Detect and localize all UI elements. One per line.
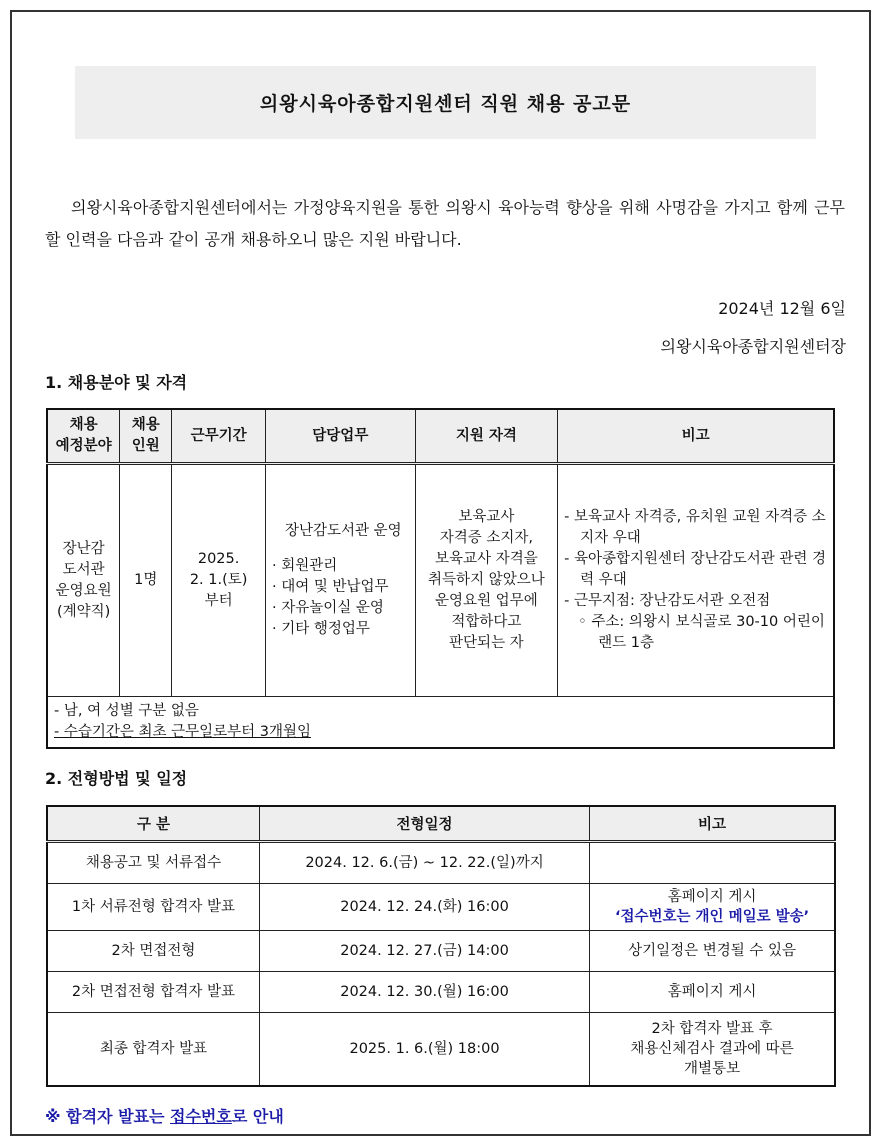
header-note: 비고: [590, 806, 835, 842]
footer-suffix: 로 안내: [231, 1107, 284, 1126]
footer-prefix: ※ 합격자 발표는: [45, 1107, 171, 1126]
duty-title: 장난감도서관 운영: [284, 523, 402, 539]
schedule-header-row: [47, 806, 835, 842]
header-qualification: 지원 자격: [415, 409, 558, 464]
remark-item: - 보육교사 자격증, 유치원 교원 자격증 소지자 우대: [564, 509, 826, 546]
schedule-cell: 2025. 1. 6.(월) 18:00: [259, 1013, 589, 1087]
remark-item: - 근무지점: 장난감도서관 오전점: [564, 593, 771, 609]
stage-cell: 2차 면접전형: [47, 931, 259, 972]
stage-cell: 1차 서류전형 합격자 발표: [47, 884, 259, 931]
announcement-date: 2024년 12월 6일: [718, 299, 846, 318]
period-cell: 2025. 2. 1.(토) 부터: [172, 464, 266, 697]
schedule-cell: 2024. 12. 6.(금) ~ 12. 22.(일)까지: [259, 842, 589, 884]
duty-item: · 자유놀이실 운영: [272, 600, 384, 616]
address-item: ◦ 주소: 의왕시 보식골로 30-10 어린이랜드 1층: [578, 614, 825, 651]
field-cell: 장난감 도서관 운영요원 (계약직): [47, 464, 120, 697]
notes-cell: [47, 697, 834, 749]
note-probation: - 수습기간은 최초 근무일로부터 3개월임: [54, 724, 312, 740]
header-duty: 담당업무: [266, 409, 416, 464]
header-stage: 구 분: [47, 806, 259, 842]
recruitment-header-row: [47, 409, 834, 464]
signer: 의왕시육아종합지원센터장: [660, 337, 846, 356]
remark-item: - 육아종합지원센터 장난감도서관 관련 경력 우대: [564, 551, 826, 588]
stage-cell: 최종 합격자 발표: [47, 1013, 259, 1087]
schedule-table: [46, 805, 836, 1087]
note-cell: 2차 합격자 발표 후 채용신체검사 결과에 따른 개별통보: [590, 1013, 835, 1087]
section1-title: 1. 채용분야 및 자격: [45, 373, 188, 392]
header-schedule: 전형일정: [259, 806, 589, 842]
intro-paragraph: 의왕시육아종합지원센터에서는 가정양육지원을 통한 의왕시 육아능력 향상을 위해 사명감을 가지고 함께 근무할 인력을 다음과 같이 공개 채용하오니 많은 지원 바랍니다.: [45, 198, 845, 249]
footer-underlined: 접수번호: [170, 1107, 232, 1126]
note-gender: - 남, 여 성별 구분 없음: [54, 703, 199, 719]
note-cell: 홈페이지 게시: [590, 972, 835, 1013]
schedule-cell: 2024. 12. 27.(금) 14:00: [259, 931, 589, 972]
header-remarks: 비고: [558, 409, 834, 464]
note-cell: 상기일정은 변경될 수 있음: [590, 931, 835, 972]
remarks-cell: [558, 464, 834, 697]
header-count: 채용 인원: [120, 409, 172, 464]
qualification-cell: 보육교사 자격증 소지자, 보육교사 자격을 취득하지 않았으나 운영요원 업무에 적합하다고 판단되는 자: [415, 464, 558, 697]
duty-item: · 기타 행정업무: [272, 621, 370, 637]
duty-item: · 회원관리: [272, 558, 338, 574]
recruitment-row: [47, 464, 834, 697]
header-field: 채용 예정분야: [47, 409, 120, 464]
duty-cell: [266, 464, 416, 697]
header-period: 근무기간: [172, 409, 266, 464]
title-banner: [75, 66, 816, 139]
schedule-row: [47, 972, 835, 1013]
schedule-cell: 2024. 12. 30.(월) 16:00: [259, 972, 589, 1013]
schedule-row: [47, 884, 835, 931]
duty-item: · 대여 및 반납업무: [272, 579, 389, 595]
stage-cell: 채용공고 및 서류접수: [47, 842, 259, 884]
footer-note: [45, 1104, 284, 1127]
recruitment-notes-row: [47, 697, 834, 749]
note-cell: [590, 842, 835, 884]
note-cell: [590, 884, 835, 931]
schedule-row: [47, 842, 835, 884]
page-title: 의왕시육아종합지원센터 직원 채용 공고문: [259, 93, 632, 115]
section2-title: 2. 전형방법 및 일정: [45, 769, 188, 788]
stage-cell: 2차 면접전형 합격자 발표: [47, 972, 259, 1013]
recruitment-table: [46, 408, 835, 749]
schedule-row: [47, 931, 835, 972]
schedule-cell: 2024. 12. 24.(화) 16:00: [259, 884, 589, 931]
note-text: 홈페이지 게시: [667, 889, 757, 905]
schedule-row: [47, 1013, 835, 1087]
count-cell: 1명: [120, 464, 172, 697]
note-emphasis: ‘접수번호는 개인 메일로 발송’: [614, 909, 810, 925]
